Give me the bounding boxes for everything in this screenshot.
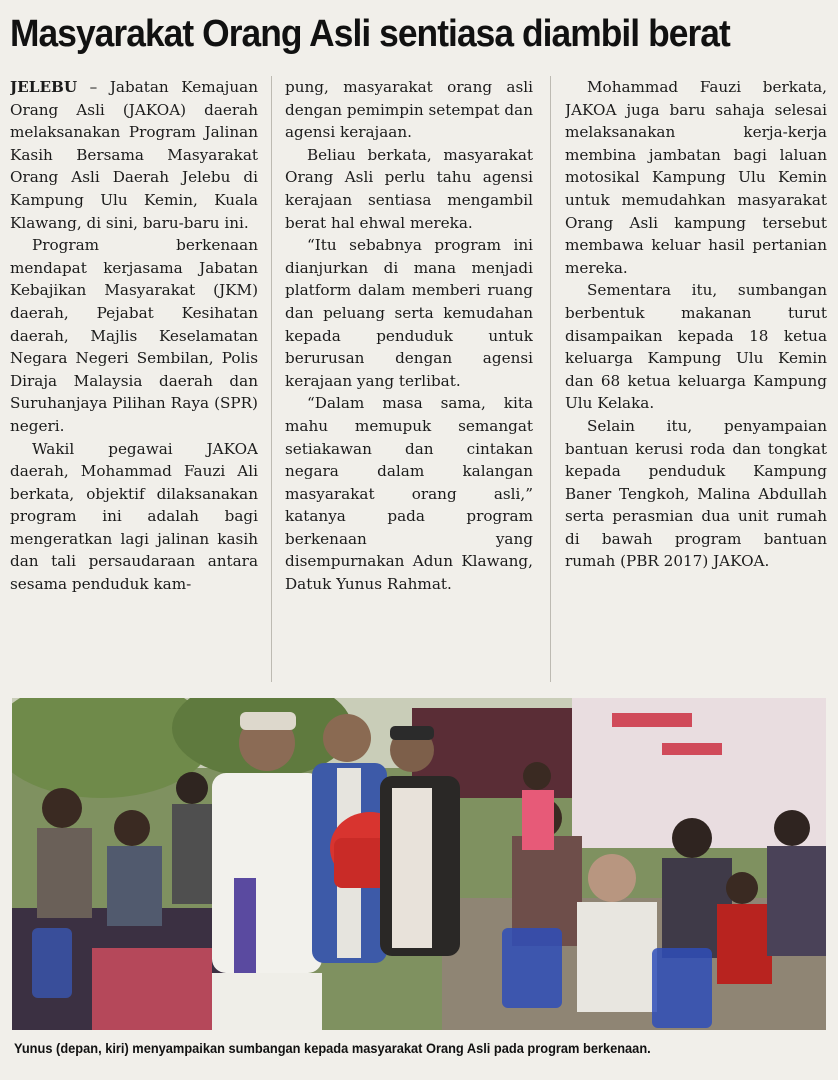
photo-illustration <box>12 698 826 1030</box>
article-column-3 <box>565 76 827 682</box>
paragraph: Selain itu, penyampaian bantuan kerusi roda dan tongkat kepada penduduk Kampung Baner Tengkoh, Malina Abdullah serta perasmian dua unit rumah di bawah program bantuan rumah (PBR 2017) JAKOA. <box>565 416 827 571</box>
paragraph: Program berkenaan mendapat kerjasama Jabatan Kebajikan Masyarakat (JKM) daerah, Pejabat Kesihatan daerah, Majlis Keselamatan Negara Negeri Sembilan, Polis Diraja Malaysia daerah dan Suruhanjaya Pilihan Raya (SPR) negeri. <box>10 236 258 435</box>
paragraph: “Dalam masa sama, kita mahu memupuk semangat setiakawan dan cintakan negara dalam kalangan masyarakat orang asli,” katanya pada program berkenaan yang disempurnakan Adun Klawang, Datuk Yunus Rahmat. <box>285 394 533 594</box>
column-divider <box>271 76 272 682</box>
news-photo <box>12 698 826 1030</box>
article-column-2 <box>285 76 533 682</box>
paragraph <box>10 76 258 234</box>
paragraph: pung, masyarakat orang asli dengan pemimpin setempat dan agensi kerajaan. <box>285 78 533 142</box>
paragraph-text: – Jabatan Kemajuan Orang Asli (JAKOA) daerah melaksanakan Program Jalinan Kasih Bersama Masyarakat Orang Asli Daerah Jelebu di Kampung Ulu Kemin, Kuala Klawang, di sini, baru-baru ini. <box>10 78 258 232</box>
headline: Masyarakat Orang Asli sentiasa diambil berat <box>10 13 730 55</box>
article-column-1 <box>10 76 258 682</box>
photo-caption: Yunus (depan, kiri) menyampaikan sumbangan kepada masyarakat Orang Asli pada program berkenaan. <box>14 1041 651 1056</box>
paragraph: Wakil pegawai JAKOA daerah, Mohammad Fauzi Ali berkata, objektif dilaksanakan program ini adalah bagi mengeratkan lagi jalinan kasih dan tali persaudaraan antara sesama penduduk kam- <box>10 439 258 594</box>
column-divider <box>550 76 551 682</box>
paragraph: Beliau berkata, masyarakat Orang Asli perlu tahu agensi kerajaan sentiasa mengambil berat hal ehwal mereka. <box>285 145 533 232</box>
dateline: JELEBU <box>10 78 78 96</box>
paragraph: Sementara itu, sumbangan berbentuk makanan turut disampaikan kepada 18 ketua keluarga Kampung Ulu Kemin dan 68 ketua keluarga Kampung Ulu Kelaka. <box>565 281 827 413</box>
paragraph: “Itu sebabnya program ini dianjurkan di mana menjadi platform dalam memberi ruang dan peluang serta kemudahan kepada penduduk untuk berurusan dengan agensi kerajaan yang terlibat. <box>285 236 533 390</box>
paragraph: Mohammad Fauzi berkata, JAKOA juga baru sahaja selesai melaksanakan kerja-kerja membina jambatan bagi laluan motosikal Kampung Ulu Kemin untuk memudahkan masyarakat Orang Asli kampung tersebut membawa keluar hasil pertanian mereka. <box>565 78 827 277</box>
